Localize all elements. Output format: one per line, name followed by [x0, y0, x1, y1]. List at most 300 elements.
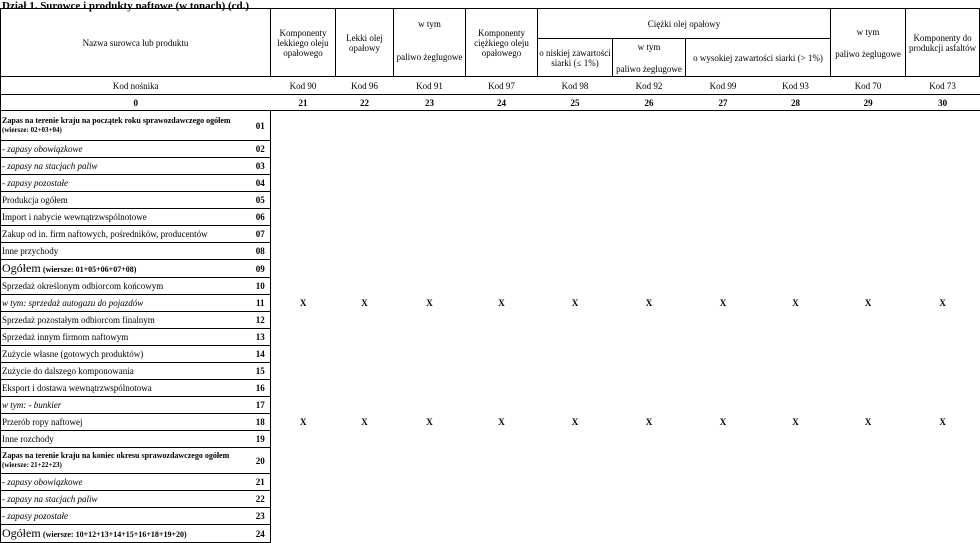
value-cell[interactable] [466, 397, 538, 414]
value-cell[interactable] [466, 491, 538, 508]
value-cell[interactable] [271, 380, 336, 397]
value-cell[interactable] [271, 508, 336, 525]
value-cell[interactable] [336, 158, 394, 175]
x-mark-cell: X [939, 417, 946, 427]
value-cell[interactable] [271, 226, 336, 243]
value-cell[interactable] [336, 226, 394, 243]
value-cell[interactable] [394, 508, 466, 525]
table-row [1, 192, 980, 209]
value-cell[interactable] [906, 209, 980, 226]
header-ciezki-olej: Ciężki olej opałowy [538, 9, 831, 39]
value-cell[interactable] [394, 363, 466, 380]
value-cell[interactable] [538, 525, 613, 543]
value-cell[interactable] [336, 329, 394, 346]
value-cell[interactable] [271, 525, 336, 543]
value-cell[interactable] [686, 508, 761, 525]
table-row [1, 397, 980, 414]
value-cell[interactable] [538, 111, 613, 141]
value-cell[interactable] [538, 260, 613, 278]
value-cell[interactable] [538, 380, 613, 397]
col-number: 21 [271, 95, 336, 111]
value-cell[interactable] [466, 243, 538, 260]
value-cell[interactable] [466, 346, 538, 363]
value-cell[interactable] [538, 158, 613, 175]
value-cell[interactable] [271, 243, 336, 260]
value-cell[interactable] [466, 278, 538, 295]
value-cell[interactable] [538, 329, 613, 346]
value-cell[interactable] [831, 329, 906, 346]
value-cell[interactable] [271, 141, 336, 158]
value-cell[interactable] [686, 192, 761, 209]
value-cell[interactable] [831, 209, 906, 226]
value-cell[interactable] [613, 226, 686, 243]
value-cell[interactable] [271, 491, 336, 508]
value-cell[interactable] [538, 397, 613, 414]
value-cell[interactable] [831, 525, 906, 543]
value-cell[interactable] [906, 158, 980, 175]
col-number: 24 [466, 95, 538, 111]
value-cell[interactable] [394, 312, 466, 329]
row-label: w tym: - bunkier [1, 397, 251, 414]
x-mark-cell: X [498, 417, 505, 427]
value-cell[interactable] [906, 474, 980, 491]
value-cell[interactable] [538, 474, 613, 491]
value-cell[interactable] [831, 346, 906, 363]
value-cell[interactable] [538, 192, 613, 209]
row-number: 11 [251, 295, 271, 312]
row-number: 13 [251, 329, 271, 346]
header-lekki-olej: Lekki olej opałowy [336, 9, 394, 77]
value-cell[interactable] [394, 380, 466, 397]
row-label [1, 448, 251, 474]
value-cell[interactable] [686, 141, 761, 158]
row-number: 14 [251, 346, 271, 363]
row-label-sub: (wiersze: 10+12+13+14+15+16+18+19+20) [42, 529, 187, 539]
value-cell[interactable] [271, 346, 336, 363]
value-cell[interactable] [613, 363, 686, 380]
value-cell[interactable] [336, 346, 394, 363]
value-cell[interactable] [613, 278, 686, 295]
header-w-tym-2 [613, 39, 686, 77]
value-cell[interactable] [761, 226, 831, 243]
value-cell[interactable] [613, 474, 686, 491]
table-row [1, 346, 980, 363]
value-cell[interactable] [466, 209, 538, 226]
value-cell[interactable] [686, 312, 761, 329]
x-mark-cell: X [571, 298, 579, 308]
value-cell[interactable] [466, 192, 538, 209]
row-number: 18 [251, 414, 271, 431]
value-cell[interactable] [271, 158, 336, 175]
value-cell[interactable] [336, 431, 394, 448]
col-number-0: 0 [1, 95, 271, 111]
code-cell: Kod 91 [394, 77, 466, 95]
value-cell[interactable] [686, 329, 761, 346]
code-cell: Kod 90 [271, 77, 336, 95]
table-row [1, 295, 980, 312]
value-cell[interactable] [831, 474, 906, 491]
value-cell[interactable] [466, 226, 538, 243]
x-mark-cell: X [719, 298, 727, 308]
row-number: 03 [251, 158, 271, 175]
value-cell[interactable] [613, 175, 686, 192]
table-row [1, 508, 980, 525]
value-cell[interactable] [538, 346, 613, 363]
header-komp-ciezkiego: Komponenty ciężkiego oleju opałowego [466, 9, 538, 77]
value-cell[interactable] [761, 491, 831, 508]
value-cell[interactable] [686, 525, 761, 543]
value-cell[interactable] [538, 278, 613, 295]
value-cell[interactable] [831, 175, 906, 192]
value-cell[interactable] [761, 278, 831, 295]
value-cell[interactable] [686, 363, 761, 380]
value-cell[interactable] [538, 491, 613, 508]
row-label [1, 111, 251, 141]
value-cell[interactable] [613, 508, 686, 525]
x-mark-cell: X [864, 298, 872, 308]
value-cell[interactable] [466, 508, 538, 525]
value-cell[interactable] [761, 380, 831, 397]
value-cell[interactable] [831, 226, 906, 243]
header-niskiej-siarki: o niskiej zawartości siarki (≤ 1%) [538, 39, 613, 77]
value-cell[interactable] [394, 278, 466, 295]
value-cell[interactable] [761, 397, 831, 414]
codes-label: Kod nośnika [1, 77, 271, 95]
value-cell[interactable] [271, 175, 336, 192]
value-cell[interactable] [906, 226, 980, 243]
value-cell[interactable] [394, 448, 466, 474]
value-cell[interactable] [761, 209, 831, 226]
value-cell[interactable] [686, 448, 761, 474]
value-cell[interactable] [906, 243, 980, 260]
value-cell[interactable] [394, 525, 466, 543]
value-cell[interactable] [831, 363, 906, 380]
table-row [1, 431, 980, 448]
row-number: 15 [251, 363, 271, 380]
table-row [1, 491, 980, 508]
row-label: Import i nabycie wewnątrzwspólnotowe [1, 209, 251, 226]
value-cell[interactable] [831, 397, 906, 414]
row-label: Inne przychody [1, 243, 251, 260]
value-cell[interactable] [906, 329, 980, 346]
value-cell[interactable] [906, 175, 980, 192]
value-cell[interactable] [761, 141, 831, 158]
value-cell[interactable] [906, 312, 980, 329]
row-label: Produkcja ogółem [1, 192, 251, 209]
value-cell[interactable] [831, 111, 906, 141]
value-cell[interactable] [761, 192, 831, 209]
value-cell[interactable] [686, 111, 761, 141]
value-cell[interactable] [906, 278, 980, 295]
value-cell[interactable] [466, 175, 538, 192]
table-row [1, 474, 980, 491]
value-cell[interactable] [831, 260, 906, 278]
value-cell[interactable] [336, 278, 394, 295]
value-cell[interactable] [271, 397, 336, 414]
value-cell[interactable] [686, 431, 761, 448]
header-w-tym-3 [831, 9, 906, 77]
value-cell[interactable] [538, 209, 613, 226]
x-mark-cell: X [864, 417, 872, 427]
row-label: - zapasy pozostałe [1, 508, 251, 525]
col-number: 29 [831, 95, 906, 111]
value-cell[interactable] [394, 111, 466, 141]
value-cell[interactable] [336, 474, 394, 491]
value-cell[interactable] [761, 431, 831, 448]
value-cell[interactable] [906, 111, 980, 141]
value-cell[interactable] [613, 525, 686, 543]
data-table [0, 8, 980, 543]
value-cell[interactable] [761, 525, 831, 543]
x-mark-cell: X [426, 298, 433, 308]
value-cell[interactable] [271, 209, 336, 226]
value-cell[interactable] [466, 329, 538, 346]
value-cell[interactable] [336, 141, 394, 158]
value-cell[interactable] [336, 491, 394, 508]
value-cell[interactable] [271, 192, 336, 209]
value-cell[interactable] [761, 175, 831, 192]
value-cell[interactable] [613, 380, 686, 397]
code-cell: Kod 73 [906, 77, 980, 95]
code-cell: Kod 93 [761, 77, 831, 95]
value-cell[interactable] [271, 111, 336, 141]
value-cell[interactable] [394, 209, 466, 226]
value-cell[interactable] [466, 260, 538, 278]
value-cell[interactable] [336, 260, 394, 278]
row-number: 21 [251, 474, 271, 491]
value-cell[interactable] [613, 346, 686, 363]
value-cell[interactable] [613, 312, 686, 329]
value-cell[interactable] [831, 278, 906, 295]
row-label-text: Ogółem [2, 260, 41, 275]
value-cell[interactable] [538, 226, 613, 243]
value-cell[interactable] [271, 278, 336, 295]
table-row [1, 209, 980, 226]
value-cell[interactable] [761, 448, 831, 474]
value-cell[interactable] [906, 346, 980, 363]
value-cell[interactable] [686, 474, 761, 491]
value-cell[interactable] [538, 363, 613, 380]
value-cell[interactable] [394, 397, 466, 414]
value-cell[interactable] [831, 508, 906, 525]
value-cell[interactable] [466, 111, 538, 141]
value-cell[interactable] [271, 431, 336, 448]
value-cell[interactable] [336, 192, 394, 209]
header-paliwo-zeglugowe-2: paliwo żeglugowe [616, 63, 682, 74]
row-label-text: Zapas na terenie kraju na początek roku sprawozdawczego ogółem [2, 116, 231, 125]
value-cell[interactable] [906, 380, 980, 397]
value-cell[interactable] [686, 243, 761, 260]
value-cell[interactable] [613, 158, 686, 175]
value-cell[interactable] [613, 431, 686, 448]
value-cell[interactable] [761, 346, 831, 363]
value-cell[interactable] [394, 431, 466, 448]
value-cell[interactable] [831, 448, 906, 474]
value-cell[interactable] [271, 329, 336, 346]
table-row [1, 111, 980, 141]
value-cell[interactable] [336, 397, 394, 414]
value-cell[interactable] [394, 192, 466, 209]
value-cell[interactable] [538, 431, 613, 448]
value-cell[interactable] [394, 158, 466, 175]
value-cell[interactable] [336, 380, 394, 397]
row-number: 19 [251, 431, 271, 448]
value-cell[interactable] [613, 329, 686, 346]
value-cell[interactable] [906, 363, 980, 380]
x-mark-cell: X [361, 417, 368, 427]
row-number: 05 [251, 192, 271, 209]
page-title: Dział 1. Surowce i produkty naftowe (w tonach) (cd.) [2, 0, 250, 12]
value-cell[interactable] [613, 192, 686, 209]
value-cell[interactable] [686, 397, 761, 414]
value-cell[interactable] [394, 243, 466, 260]
value-cell[interactable] [761, 111, 831, 141]
value-cell[interactable] [394, 260, 466, 278]
value-cell[interactable] [336, 363, 394, 380]
value-cell[interactable] [394, 474, 466, 491]
row-label: Zużycie do dalszego komponowania [1, 363, 251, 380]
value-cell[interactable] [686, 380, 761, 397]
value-cell[interactable] [906, 431, 980, 448]
value-cell[interactable] [906, 397, 980, 414]
value-cell[interactable] [466, 312, 538, 329]
value-cell[interactable] [761, 243, 831, 260]
col-number: 26 [613, 95, 686, 111]
value-cell[interactable] [336, 111, 394, 141]
value-cell[interactable] [686, 278, 761, 295]
x-mark-cell: X [645, 298, 653, 308]
value-cell[interactable] [906, 448, 980, 474]
value-cell[interactable] [336, 525, 394, 543]
value-cell[interactable] [831, 491, 906, 508]
row-label [1, 260, 251, 278]
row-number: 04 [251, 175, 271, 192]
value-cell[interactable] [271, 448, 336, 474]
value-cell[interactable] [831, 141, 906, 158]
value-cell[interactable] [613, 141, 686, 158]
value-cell[interactable] [336, 209, 394, 226]
value-cell[interactable] [686, 226, 761, 243]
value-cell[interactable] [906, 508, 980, 525]
value-cell[interactable] [686, 346, 761, 363]
value-cell[interactable] [761, 158, 831, 175]
value-cell[interactable] [906, 491, 980, 508]
value-cell[interactable] [761, 260, 831, 278]
value-cell[interactable] [906, 141, 980, 158]
value-cell[interactable] [686, 158, 761, 175]
x-mark-cell: X [645, 417, 653, 427]
value-cell[interactable] [336, 243, 394, 260]
value-cell[interactable] [466, 158, 538, 175]
value-cell[interactable] [613, 448, 686, 474]
value-cell[interactable] [613, 243, 686, 260]
value-cell[interactable] [761, 474, 831, 491]
value-cell[interactable] [538, 243, 613, 260]
value-cell[interactable] [906, 192, 980, 209]
value-cell[interactable] [394, 491, 466, 508]
value-cell[interactable] [686, 491, 761, 508]
row-number: 17 [251, 397, 271, 414]
value-cell[interactable] [394, 175, 466, 192]
value-cell[interactable] [906, 525, 980, 543]
value-cell[interactable] [686, 175, 761, 192]
row-number: 10 [251, 278, 271, 295]
value-cell[interactable] [466, 525, 538, 543]
value-cell[interactable] [538, 175, 613, 192]
value-cell[interactable] [831, 312, 906, 329]
value-cell[interactable] [466, 448, 538, 474]
row-label: Zużycie własne (gotowych produktów) [1, 346, 251, 363]
value-cell[interactable] [831, 380, 906, 397]
row-number: 22 [251, 491, 271, 508]
row-number: 06 [251, 209, 271, 226]
value-cell[interactable] [538, 448, 613, 474]
table-row [1, 363, 980, 380]
value-cell[interactable] [538, 508, 613, 525]
value-cell[interactable] [831, 192, 906, 209]
value-cell[interactable] [271, 474, 336, 491]
table-row [1, 175, 980, 192]
code-cell: Kod 96 [336, 77, 394, 95]
x-mark-cell: X [498, 298, 505, 308]
value-cell[interactable] [394, 141, 466, 158]
value-cell[interactable] [613, 397, 686, 414]
value-cell[interactable] [613, 260, 686, 278]
value-cell[interactable] [466, 363, 538, 380]
value-cell[interactable] [336, 312, 394, 329]
value-cell[interactable] [906, 260, 980, 278]
value-cell[interactable] [613, 209, 686, 226]
value-cell[interactable] [613, 111, 686, 141]
header-wysokiej-siarki: o wysokiej zawartości siarki (> 1%) [686, 39, 831, 77]
col-number: 22 [336, 95, 394, 111]
value-cell[interactable] [538, 141, 613, 158]
value-cell[interactable] [613, 491, 686, 508]
row-number: 20 [251, 448, 271, 474]
value-cell[interactable] [761, 312, 831, 329]
header-paliwo-zeglugowe-1: paliwo żeglugowe [394, 39, 466, 77]
row-number: 01 [251, 111, 271, 141]
col-number: 23 [394, 95, 466, 111]
value-cell[interactable] [336, 175, 394, 192]
value-cell[interactable] [271, 312, 336, 329]
value-cell[interactable] [271, 260, 336, 278]
value-cell[interactable] [538, 312, 613, 329]
value-cell[interactable] [686, 209, 761, 226]
value-cell[interactable] [336, 508, 394, 525]
col-number: 25 [538, 95, 613, 111]
value-cell[interactable] [394, 329, 466, 346]
value-cell[interactable] [394, 226, 466, 243]
header-name-column: Nazwa surowca lub produktu [1, 9, 271, 77]
value-cell[interactable] [466, 141, 538, 158]
value-cell[interactable] [686, 260, 761, 278]
code-cell: Kod 97 [466, 77, 538, 95]
value-cell[interactable] [831, 431, 906, 448]
value-cell[interactable] [831, 158, 906, 175]
value-cell[interactable] [394, 346, 466, 363]
value-cell[interactable] [466, 431, 538, 448]
value-cell[interactable] [336, 448, 394, 474]
value-cell[interactable] [271, 363, 336, 380]
value-cell[interactable] [831, 243, 906, 260]
value-cell[interactable] [761, 329, 831, 346]
value-cell[interactable] [761, 363, 831, 380]
table-row [1, 448, 980, 474]
value-cell[interactable] [466, 474, 538, 491]
value-cell[interactable] [761, 508, 831, 525]
value-cell[interactable] [466, 380, 538, 397]
